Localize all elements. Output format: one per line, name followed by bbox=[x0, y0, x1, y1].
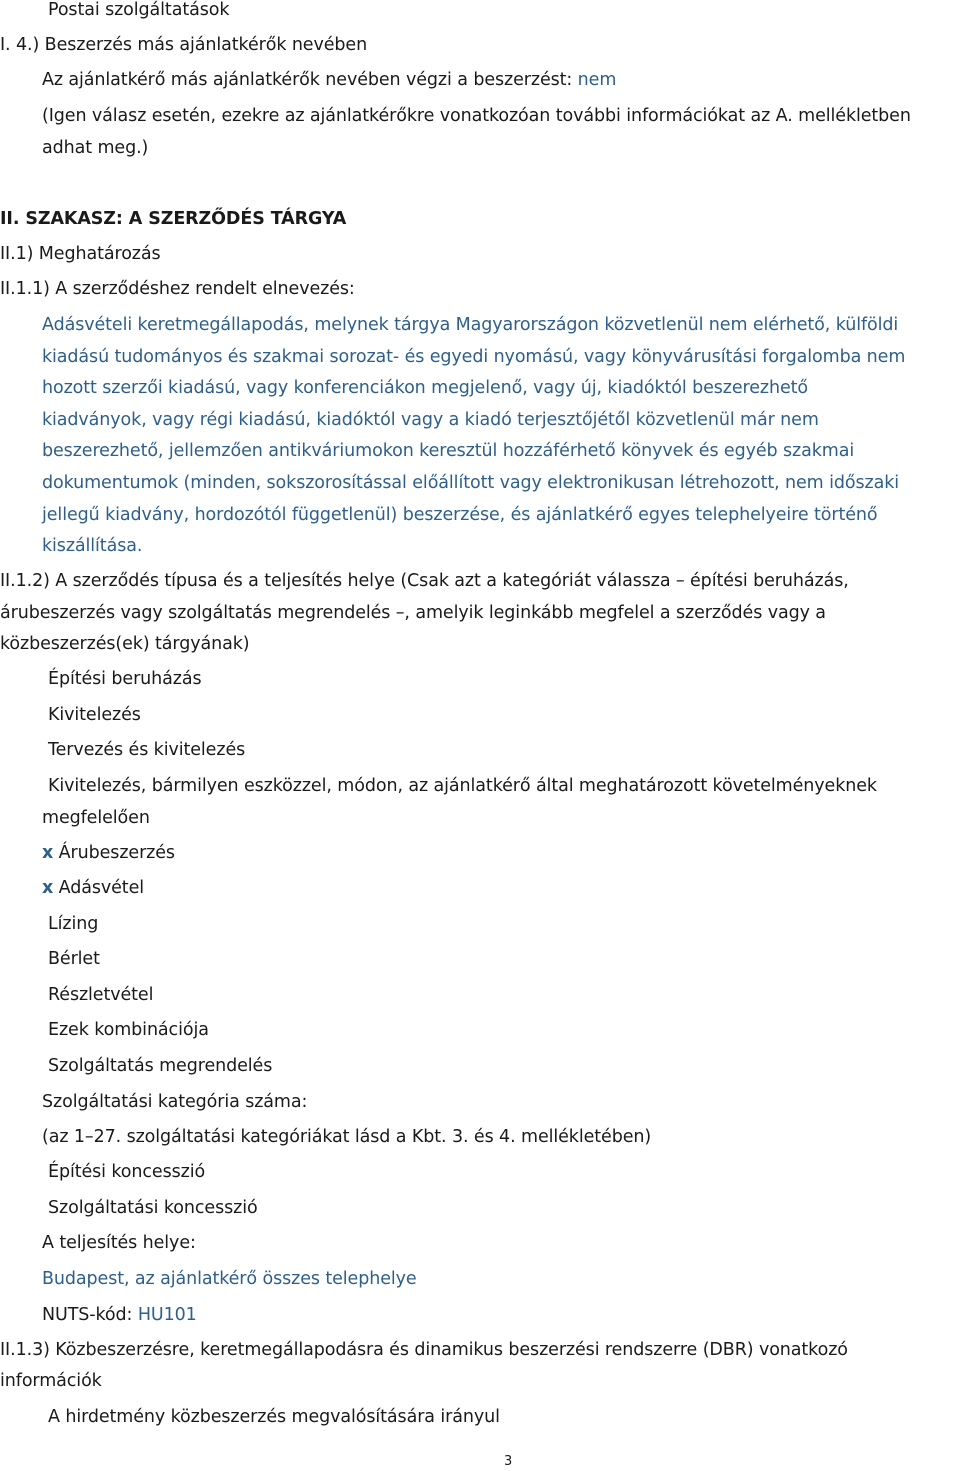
question-text: Az ajánlatkérő más ajánlatkérők nevében végzi a beszerzést: bbox=[42, 70, 578, 90]
check-mark-icon: x bbox=[42, 878, 54, 898]
contract-title-text: beszerezhető, jellemzően antikváriumokon keresztül hozzáférhető könyvek és egyéb szakmai bbox=[42, 441, 855, 461]
service-category-label: Szolgáltatási kategória száma: bbox=[42, 1092, 308, 1112]
subsection-heading: árubeszerzés vagy szolgáltatás megrendelés –, amelyik leginkább megfelel a szerződés vagy a bbox=[0, 603, 826, 623]
subsection-heading: II.1.1) A szerződéshez rendelt elnevezés: bbox=[0, 279, 355, 299]
answer-value: nem bbox=[577, 70, 617, 90]
subsection-heading: információk bbox=[0, 1371, 102, 1391]
option-item: Ezek kombinációja bbox=[48, 1020, 209, 1040]
option-item: Építési koncesszió bbox=[48, 1162, 206, 1182]
contract-title-text: Adásvételi keretmegállapodás, melynek tárgya Magyarországon közvetlenül nem elérhető, külföldi bbox=[42, 315, 899, 335]
contract-title-text: kiadású tudományos és szakmai sorozat- és egyedi nyomású, vagy könyvárusítási forgalomba nem bbox=[42, 347, 906, 367]
service-category-text: Postai szolgáltatások bbox=[48, 0, 230, 20]
option-item-selected bbox=[42, 842, 175, 864]
contract-title-text: kiadványok, vagy régi kiadású, kiadóktól vagy a kiadó terjesztőjétől közvetlenül már nem bbox=[42, 410, 819, 430]
option-item: Szolgáltatási koncesszió bbox=[48, 1198, 258, 1218]
subsection-heading: közbeszerzés(ek) tárgyának) bbox=[0, 634, 250, 654]
page-number: 3 bbox=[504, 1454, 513, 1469]
contract-title-text: hozott szerzői kiadású, vagy konferenciákon megjelenő, vagy új, kiadóktól beszerezhető bbox=[42, 378, 809, 398]
option-label: Adásvétel bbox=[58, 878, 144, 898]
option-item: Részletvétel bbox=[48, 985, 154, 1005]
contract-title-text: dokumentumok (minden, sokszorosítással előállított vagy elektronikusan létrehozott, nem időszaki bbox=[42, 473, 899, 493]
nuts-label: NUTS-kód: bbox=[42, 1305, 138, 1325]
subsection-heading: II.1.3) Közbeszerzésre, keretmegállapodásra és dinamikus beszerzési rendszerre (DBR) vonatkozó bbox=[0, 1340, 848, 1360]
option-item: Lízing bbox=[48, 914, 99, 934]
place-value: Budapest, az ajánlatkérő összes telephelye bbox=[42, 1269, 417, 1289]
nuts-value: HU101 bbox=[137, 1305, 197, 1325]
service-category-note: (az 1–27. szolgáltatási kategóriákat lásd a Kbt. 3. és 4. mellékletében) bbox=[42, 1127, 652, 1147]
contract-title-text: kiszállítása. bbox=[42, 536, 143, 556]
option-item: A hirdetmény közbeszerzés megvalósítására irányul bbox=[48, 1407, 500, 1427]
option-label: Árubeszerzés bbox=[58, 843, 175, 863]
option-item: Építési beruházás bbox=[48, 669, 202, 689]
subsection-heading: II.1) Meghatározás bbox=[0, 244, 161, 264]
option-item: Bérlet bbox=[48, 949, 100, 969]
question-line bbox=[42, 69, 616, 91]
place-label: A teljesítés helye: bbox=[42, 1233, 196, 1253]
check-mark-icon: x bbox=[42, 843, 54, 863]
option-item: Kivitelezés bbox=[48, 705, 141, 725]
option-item: Tervezés és kivitelezés bbox=[48, 740, 246, 760]
note-text: adhat meg.) bbox=[42, 138, 149, 158]
nuts-line bbox=[42, 1304, 197, 1326]
contract-title-text: jellegű kiadvány, hordozótól függetlenül) beszerzése, és ajánlatkérő egyes telephelyeire történő bbox=[42, 505, 878, 525]
option-item: Kivitelezés, bármilyen eszközzel, módon, az ajánlatkérő által meghatározott követelményeknek bbox=[48, 776, 877, 796]
option-item-selected bbox=[42, 877, 144, 899]
section-title: II. SZAKASZ: A SZERZŐDÉS TÁRGYA bbox=[0, 209, 347, 229]
option-item: megfelelően bbox=[42, 808, 150, 828]
option-item: Szolgáltatás megrendelés bbox=[48, 1056, 273, 1076]
subsection-heading: II.1.2) A szerződés típusa és a teljesítés helye (Csak azt a kategóriát válassza – építési beruházás, bbox=[0, 571, 849, 591]
section-heading: I. 4.) Beszerzés más ajánlatkérők nevében bbox=[0, 35, 368, 55]
note-text: (Igen válasz esetén, ezekre az ajánlatkérőkre vonatkozóan további információkat az A. mellékletben bbox=[42, 106, 911, 126]
